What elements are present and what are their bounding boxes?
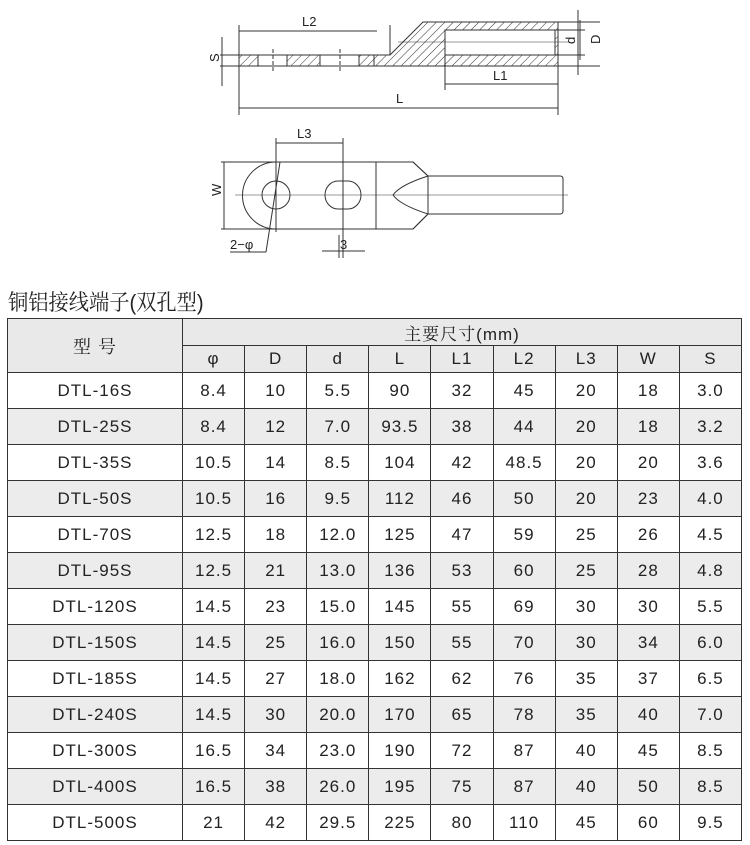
table-cell: 14	[245, 445, 307, 481]
spec-table	[7, 318, 742, 841]
table-cell: 28	[617, 553, 679, 589]
table-cell: 78	[493, 697, 555, 733]
terminal-lug-diagram	[0, 0, 750, 270]
table-cell: 55	[431, 625, 493, 661]
table-cell: 9.5	[307, 481, 369, 517]
table-cell: 38	[431, 409, 493, 445]
table-cell: 45	[617, 733, 679, 769]
table-cell: 30	[245, 697, 307, 733]
table-cell: 50	[617, 769, 679, 805]
table-cell: 16.5	[183, 733, 245, 769]
table-row	[8, 409, 742, 445]
table-cell: 75	[431, 769, 493, 805]
table-cell: 72	[431, 733, 493, 769]
table-cell: 14.5	[183, 697, 245, 733]
table-cell: 14.5	[183, 661, 245, 697]
table-cell: 14.5	[183, 589, 245, 625]
model-cell: DTL-400S	[8, 769, 183, 805]
table-cell: 25	[555, 517, 617, 553]
table-cell: 125	[369, 517, 431, 553]
table-cell: 150	[369, 625, 431, 661]
table-cell: 30	[617, 589, 679, 625]
table-cell: 65	[431, 697, 493, 733]
column-header: S	[679, 346, 741, 373]
model-cell: DTL-95S	[8, 553, 183, 589]
table-cell: 40	[555, 733, 617, 769]
table-cell: 7.0	[679, 697, 741, 733]
column-header: W	[617, 346, 679, 373]
side-section-view	[220, 10, 600, 115]
table-cell: 16.5	[183, 769, 245, 805]
label-D: D	[588, 34, 603, 44]
table-cell: 170	[369, 697, 431, 733]
table-cell: 7.0	[307, 409, 369, 445]
table-cell: 3.0	[679, 373, 741, 409]
table-cell: 45	[493, 373, 555, 409]
table-cell: 25	[245, 625, 307, 661]
column-header: L3	[555, 346, 617, 373]
label-l2: L2	[302, 14, 317, 29]
table-row	[8, 373, 742, 409]
table-cell: 20.0	[307, 697, 369, 733]
table-cell: 8.4	[183, 373, 245, 409]
table-cell: 225	[369, 805, 431, 841]
table-cell: 18.0	[307, 661, 369, 697]
table-cell: 35	[555, 697, 617, 733]
table-cell: 34	[245, 733, 307, 769]
table-cell: 30	[555, 625, 617, 661]
table-cell: 12.0	[307, 517, 369, 553]
table-cell: 48.5	[493, 445, 555, 481]
table-cell: 38	[245, 769, 307, 805]
table-cell: 42	[431, 445, 493, 481]
table-cell: 87	[493, 733, 555, 769]
table-cell: 44	[493, 409, 555, 445]
table-cell: 20	[555, 445, 617, 481]
table-cell: 59	[493, 517, 555, 553]
column-header: d	[307, 346, 369, 373]
table-cell: 87	[493, 769, 555, 805]
table-cell: 20	[555, 409, 617, 445]
table-cell: 27	[245, 661, 307, 697]
model-cell: DTL-35S	[8, 445, 183, 481]
table-cell: 9.5	[679, 805, 741, 841]
table-cell: 23	[617, 481, 679, 517]
table-cell: 35	[555, 661, 617, 697]
model-cell: DTL-500S	[8, 805, 183, 841]
table-cell: 5.5	[307, 373, 369, 409]
label-slot-3: 3	[340, 237, 348, 252]
table-cell: 40	[555, 769, 617, 805]
table-cell: 90	[369, 373, 431, 409]
table-cell: 4.5	[679, 517, 741, 553]
table-cell: 18	[617, 409, 679, 445]
table-cell: 60	[617, 805, 679, 841]
table-cell: 16	[245, 481, 307, 517]
table-cell: 8.4	[183, 409, 245, 445]
table-cell: 14.5	[183, 625, 245, 661]
table-row	[8, 589, 742, 625]
table-cell: 13.0	[307, 553, 369, 589]
table-cell: 12.5	[183, 553, 245, 589]
table-row	[8, 769, 742, 805]
table-cell: 62	[431, 661, 493, 697]
table-cell: 16.0	[307, 625, 369, 661]
table-cell: 15.0	[307, 589, 369, 625]
table-cell: 195	[369, 769, 431, 805]
column-header: D	[245, 346, 307, 373]
table-cell: 4.8	[679, 553, 741, 589]
table-cell: 3.6	[679, 445, 741, 481]
table-cell: 21	[245, 553, 307, 589]
label-2-phi: 2−φ	[230, 237, 254, 252]
page-title: 铜铝接线端子(双孔型)	[8, 290, 204, 315]
label-w: W	[209, 183, 224, 196]
table-row	[8, 697, 742, 733]
table-cell: 190	[369, 733, 431, 769]
table-cell: 55	[431, 589, 493, 625]
table-cell: 104	[369, 445, 431, 481]
model-cell: DTL-25S	[8, 409, 183, 445]
table-cell: 10	[245, 373, 307, 409]
table-row	[8, 517, 742, 553]
column-header: L	[369, 346, 431, 373]
table-cell: 20	[617, 445, 679, 481]
table-cell: 26.0	[307, 769, 369, 805]
table-cell: 40	[617, 697, 679, 733]
table-cell: 70	[493, 625, 555, 661]
label-s: S	[207, 53, 222, 62]
column-header: L2	[493, 346, 555, 373]
table-cell: 18	[617, 373, 679, 409]
model-cell: DTL-120S	[8, 589, 183, 625]
table-row	[8, 805, 742, 841]
table-cell: 18	[245, 517, 307, 553]
table-cell: 29.5	[307, 805, 369, 841]
label-l: L	[396, 91, 404, 106]
table-cell: 8.5	[679, 769, 741, 805]
table-cell: 60	[493, 553, 555, 589]
table-cell: 8.5	[679, 733, 741, 769]
table-cell: 12	[245, 409, 307, 445]
table-row	[8, 553, 742, 589]
table-row	[8, 481, 742, 517]
table-cell: 32	[431, 373, 493, 409]
table-cell: 93.5	[369, 409, 431, 445]
table-cell: 162	[369, 661, 431, 697]
table-cell: 5.5	[679, 589, 741, 625]
table-cell: 20	[555, 481, 617, 517]
table-row	[8, 661, 742, 697]
table-cell: 10.5	[183, 481, 245, 517]
table-cell: 110	[493, 805, 555, 841]
table-cell: 136	[369, 553, 431, 589]
model-cell: DTL-70S	[8, 517, 183, 553]
table-cell: 45	[555, 805, 617, 841]
model-cell: DTL-50S	[8, 481, 183, 517]
table-cell: 37	[617, 661, 679, 697]
table-cell: 30	[555, 589, 617, 625]
table-cell: 53	[431, 553, 493, 589]
table-cell: 3.2	[679, 409, 741, 445]
table-cell: 20	[555, 373, 617, 409]
table-cell: 34	[617, 625, 679, 661]
table-row	[8, 733, 742, 769]
label-d: d	[563, 36, 578, 44]
table-cell: 26	[617, 517, 679, 553]
column-header: L1	[431, 346, 493, 373]
table-cell: 112	[369, 481, 431, 517]
table-cell: 23.0	[307, 733, 369, 769]
table-cell: 25	[555, 553, 617, 589]
model-cell: DTL-300S	[8, 733, 183, 769]
table-cell: 8.5	[307, 445, 369, 481]
model-cell: DTL-240S	[8, 697, 183, 733]
label-l3: L3	[297, 126, 312, 141]
table-cell: 80	[431, 805, 493, 841]
label-l1: L1	[493, 68, 508, 83]
table-cell: 6.0	[679, 625, 741, 661]
table-row	[8, 445, 742, 481]
table-cell: 21	[183, 805, 245, 841]
model-cell: DTL-185S	[8, 661, 183, 697]
table-cell: 6.5	[679, 661, 741, 697]
column-header: φ	[183, 346, 245, 373]
table-row	[8, 625, 742, 661]
table-cell: 50	[493, 481, 555, 517]
dimensions-header: 主要尺寸(mm)	[183, 319, 742, 346]
top-view	[221, 138, 568, 258]
table-cell: 42	[245, 805, 307, 841]
model-header: 型 号	[8, 319, 183, 373]
table-cell: 10.5	[183, 445, 245, 481]
model-cell: DTL-16S	[8, 373, 183, 409]
table-cell: 46	[431, 481, 493, 517]
table-cell: 69	[493, 589, 555, 625]
table-cell: 4.0	[679, 481, 741, 517]
table-cell: 12.5	[183, 517, 245, 553]
table-cell: 76	[493, 661, 555, 697]
model-cell: DTL-150S	[8, 625, 183, 661]
table-cell: 145	[369, 589, 431, 625]
table-cell: 47	[431, 517, 493, 553]
table-cell: 23	[245, 589, 307, 625]
